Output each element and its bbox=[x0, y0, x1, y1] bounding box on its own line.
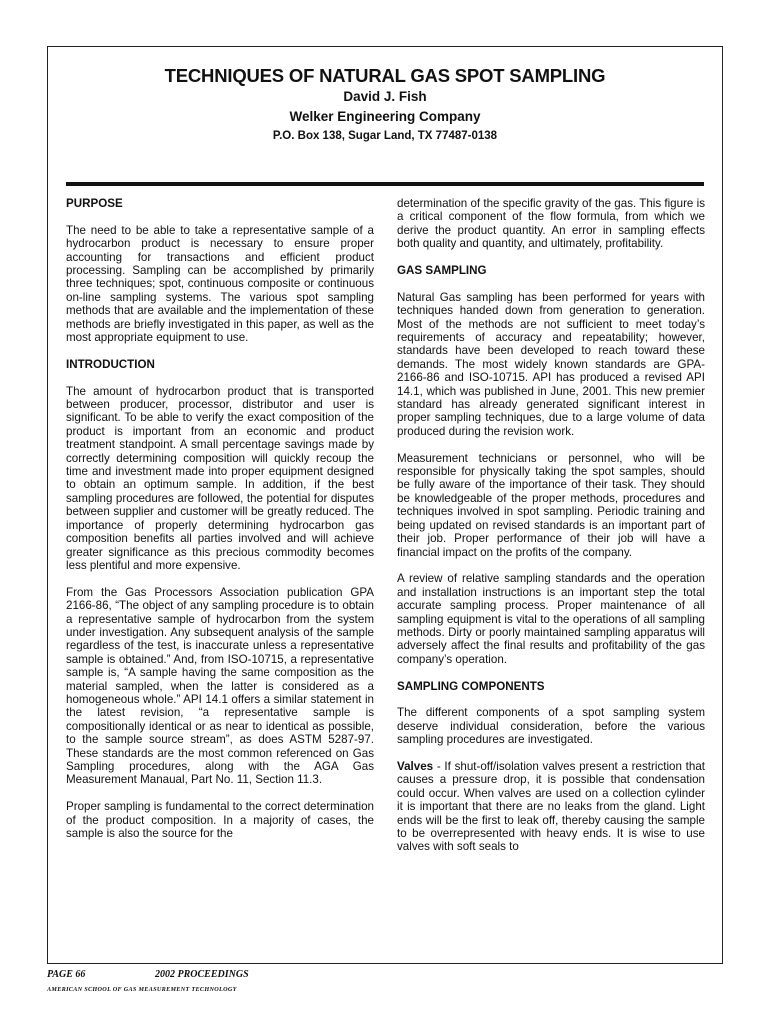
section-heading-sampling-components: SAMPLING COMPONENTS bbox=[397, 679, 545, 693]
section-heading-introduction: INTRODUCTION bbox=[66, 357, 155, 371]
footer-page-line bbox=[47, 969, 249, 980]
paragraph-continued: determination of the specific gravity of the gas. This figure is a critical component of the flow formula, from which we derive the product quantity. An error in sampling effects both quality and quantity, and ultimately, profitability. bbox=[397, 197, 705, 251]
section-heading-gas-sampling: GAS SAMPLING bbox=[397, 264, 487, 278]
paper-title: TECHNIQUES OF NATURAL GAS SPOT SAMPLING bbox=[164, 65, 606, 86]
paragraph-components-1: The different components of a spot sampling system deserve individual consideration, before the various sampling procedures are investigated. bbox=[397, 706, 705, 747]
paragraph-gas-2: Measurement technicians or personnel, who will be responsible for physically taking the spot samples, should be fully aware of the importance of their task. They should be knowledgeable of the proper methods, procedures and techniques involved in spot sampling. Periodic training and being updated on revised standards is an important part of their job. Proper performance of their job will have a financial impact on the profits of the company. bbox=[397, 451, 705, 559]
paragraph-intro-1: The amount of hydrocarbon product that is transported between producer, processor, distributor and user is significant. To be able to verify the exact composition of the product is important from an economic and product treatment standpoint. A small percentage savings made by correctly determining composition will quickly recoup the time and investment made into proper equipment designed to obtain an optimum sample. In addition, if the best sampling procedures are followed, the potential for disputes between supplier and customer will be greatly reduced. The importance of properly determining hydrocarbon gas composition benefits all parties involved and will achieve greater significance as this precious commodity becomes less plentiful and more expensive. bbox=[66, 384, 374, 572]
section-heading-purpose: PURPOSE bbox=[66, 197, 123, 210]
page-frame bbox=[47, 46, 723, 964]
paragraph-purpose: The need to be able to take a representative sample of a hydrocarbon product is necessary to ensure proper accounting for transactions and efficient product processing. Sampling can be accomplished by primarily three techniques; spot, continuous composite or continuous on-line sampling systems. The various spot sampling methods that are available and the implementation of these methods are briefly investigated in this paper, as well as the most appropriate equipment to use. bbox=[66, 223, 374, 345]
page-number: PAGE 66 bbox=[47, 969, 86, 980]
paragraph-gas-1: Natural Gas sampling has been performed for years with techniques handed down from generation to generation. Most of the methods are not sufficient to meet today’s requirements of accuracy and repeatability; however, standards have been developed to reach toward these demands. The most widely known standards are GPA-2166-86 and ISO-10715. API has produced a revised API 14.1, which was published in June, 2001. This new premier standard has already generated significant interest in proper sampling techniques, due to a large volume of data produced during the revision work. bbox=[397, 290, 705, 438]
paragraph-intro-2: From the Gas Processors Association publication GPA 2166-86, “The object of any sampling procedure is to obtain a representative sample of hydrocarbon from the system under investigation. Any subsequent analysis of the sample regardless of the test, is inaccurate unless a representative sample is obtained.” And, from ISO-10715, a representative sample is, “A sample having the same composition as the material sampled, when the latter is considered as a homogeneous whole.” API 14.1 offers a similar statement in the latest revision, “a representative sample is compositionally identical or as near to identical as possible, to the sample source stream”, as does ASTM 5287-97. These standards are the most common referenced on Gas Sampling procedures, along with the AGA Gas Measurement Manaual, Part No. 11, Section 11.3. bbox=[66, 585, 374, 787]
paragraph-intro-3: Proper sampling is fundamental to the correct determination of the product composition. In a majority of cases, the sample is also the source for the bbox=[66, 800, 374, 841]
valves-label: Valves bbox=[397, 759, 434, 773]
author-address: P.O. Box 138, Sugar Land, TX 77487-0138 bbox=[272, 130, 498, 142]
valves-text: - If shut-off/isolation valves present a restriction that causes a pressure drop, it is possible that condensation could occur. When valves are used on a collection cylinder it is important that there are no leaks from the gland. Light ends will be the first to leak off, thereby causing the sample to be overrepresented with heavy ends. It is wise to use valves with soft seals to bbox=[397, 759, 705, 854]
header-rule bbox=[66, 182, 704, 186]
author-name: David J. Fish bbox=[343, 89, 427, 104]
paragraph-gas-3: A review of relative sampling standards and the operation and installation instructions is an important step the total accurate sampling process. Proper maintenance of all sampling equipment is vital to the operations of all sampling methods. Dirty or poorly maintained sampling apparatus will adversely affect the final results and profitability of the gas company’s operation. bbox=[397, 572, 705, 666]
left-column bbox=[66, 197, 374, 854]
footer-school: AMERICAN SCHOOL OF GAS MEASUREMENT TECHNOLOGY bbox=[47, 986, 237, 993]
proceedings-label: 2002 PROCEEDINGS bbox=[155, 969, 249, 980]
author-affiliation: Welker Engineering Company bbox=[289, 109, 481, 124]
paragraph-valves bbox=[397, 760, 705, 854]
right-column bbox=[397, 197, 705, 867]
